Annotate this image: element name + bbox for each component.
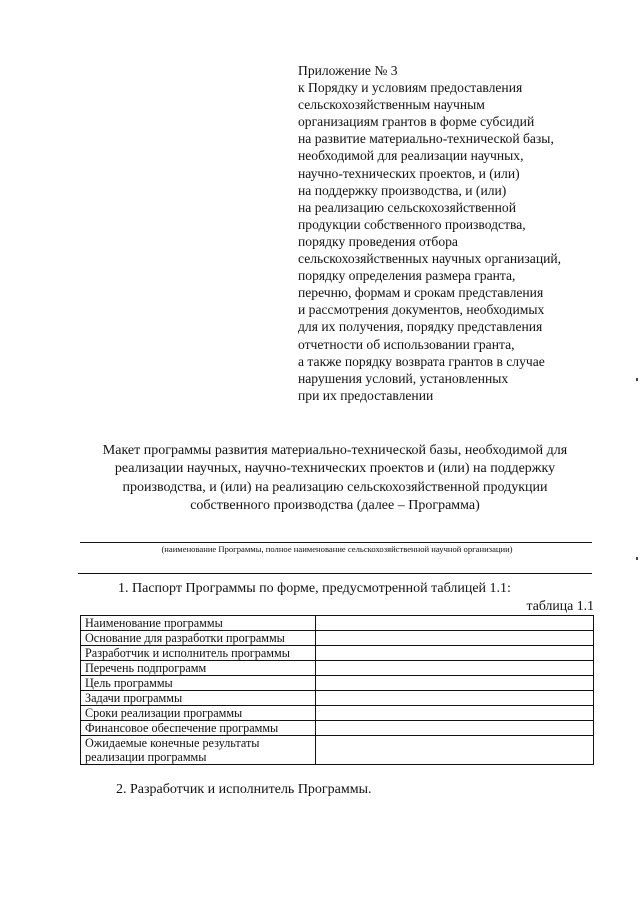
appendix-header <box>298 62 628 404</box>
appendix-line: организациям грантов в форме субсидий <box>298 114 535 130</box>
row-value-cell <box>316 631 594 646</box>
appendix-line: отчетности об использовании гранта, <box>298 336 515 352</box>
title-line: Макет программы развития материально-технической базы, необходимой для <box>102 443 568 458</box>
document-title <box>70 442 600 515</box>
appendix-line: на реализацию сельскохозяйственной <box>298 199 516 215</box>
row-label: Задачи программы <box>81 691 316 706</box>
appendix-line: научно-технических проектов, и (или) <box>298 165 520 181</box>
row-value-cell <box>316 691 594 706</box>
row-label: Основание для разработки программы <box>81 631 316 646</box>
row-label: Перечень подпрограмм <box>81 661 316 676</box>
row-label-line: Ожидаемые конечные результаты <box>85 736 260 750</box>
table-row <box>81 706 594 721</box>
table-row <box>81 736 594 765</box>
appendix-line: порядку проведения отбора <box>298 233 458 249</box>
table-row <box>81 676 594 691</box>
row-value-cell <box>316 721 594 736</box>
scan-artifact <box>636 557 638 560</box>
section-1-heading: 1. Паспорт Программы по форме, предусмотренной таблицей 1.1: <box>118 581 511 596</box>
row-value-cell <box>316 661 594 676</box>
title-line: собственного производства (далее – Программа) <box>190 497 480 513</box>
program-passport-table <box>80 615 594 765</box>
appendix-line: при их предоставлении <box>298 387 434 403</box>
table-row <box>81 721 594 736</box>
second-blank-line <box>78 573 592 574</box>
row-value-cell <box>316 616 594 631</box>
row-value-cell <box>316 646 594 661</box>
appendix-line: сельскохозяйственных научных организаций, <box>298 251 562 267</box>
program-name-caption: (наименование Программы, полное наименование сельскохозяйственной научной организации) <box>161 544 513 554</box>
table-row <box>81 646 594 661</box>
appendix-line: сельскохозяйственным научным <box>298 97 485 113</box>
row-label: Наименование программы <box>81 616 316 631</box>
row-label <box>81 736 316 765</box>
appendix-line: необходимой для реализации научных, <box>298 148 524 164</box>
row-value-cell <box>316 676 594 691</box>
row-value-cell <box>316 706 594 721</box>
row-value-cell <box>316 736 594 765</box>
section-2-heading: 2. Разработчик и исполнитель Программы. <box>116 782 372 797</box>
row-label: Сроки реализации программы <box>81 706 316 721</box>
appendix-line: продукции собственного производства, <box>298 216 526 232</box>
table-number-label: таблица 1.1 <box>526 598 594 613</box>
appendix-line: а также порядку возврата грантов в случае <box>298 353 545 369</box>
appendix-line: к Порядку и условиям предоставления <box>298 80 523 96</box>
row-label: Цель программы <box>81 676 316 691</box>
appendix-line: на поддержку производства, и (или) <box>298 182 507 198</box>
appendix-line: перечню, формам и срокам представления <box>298 285 544 301</box>
row-label: Разработчик и исполнитель программы <box>81 646 316 661</box>
table-row <box>81 616 594 631</box>
row-label-line: реализации программы <box>85 750 207 764</box>
appendix-title: Приложение № 3 <box>298 63 398 78</box>
appendix-line: порядку определения размера гранта, <box>298 268 516 284</box>
title-line: реализации научных, научно-технических проектов и (или) на поддержку <box>114 461 556 477</box>
title-line: производства, и (или) на реализацию сельскохозяйственной продукции <box>122 479 548 495</box>
row-label: Финансовое обеспечение программы <box>81 721 316 736</box>
table-row <box>81 631 594 646</box>
appendix-line: нарушения условий, установленных <box>298 370 509 386</box>
table-row <box>81 661 594 676</box>
appendix-line: для их получения, порядку представления <box>298 319 543 335</box>
table-row <box>81 691 594 706</box>
appendix-line: на развитие материально-технической базы, <box>298 131 554 147</box>
scan-artifact <box>636 378 638 381</box>
appendix-line: и рассмотрения документов, необходимых <box>298 302 545 318</box>
program-name-blank-line <box>80 542 592 543</box>
